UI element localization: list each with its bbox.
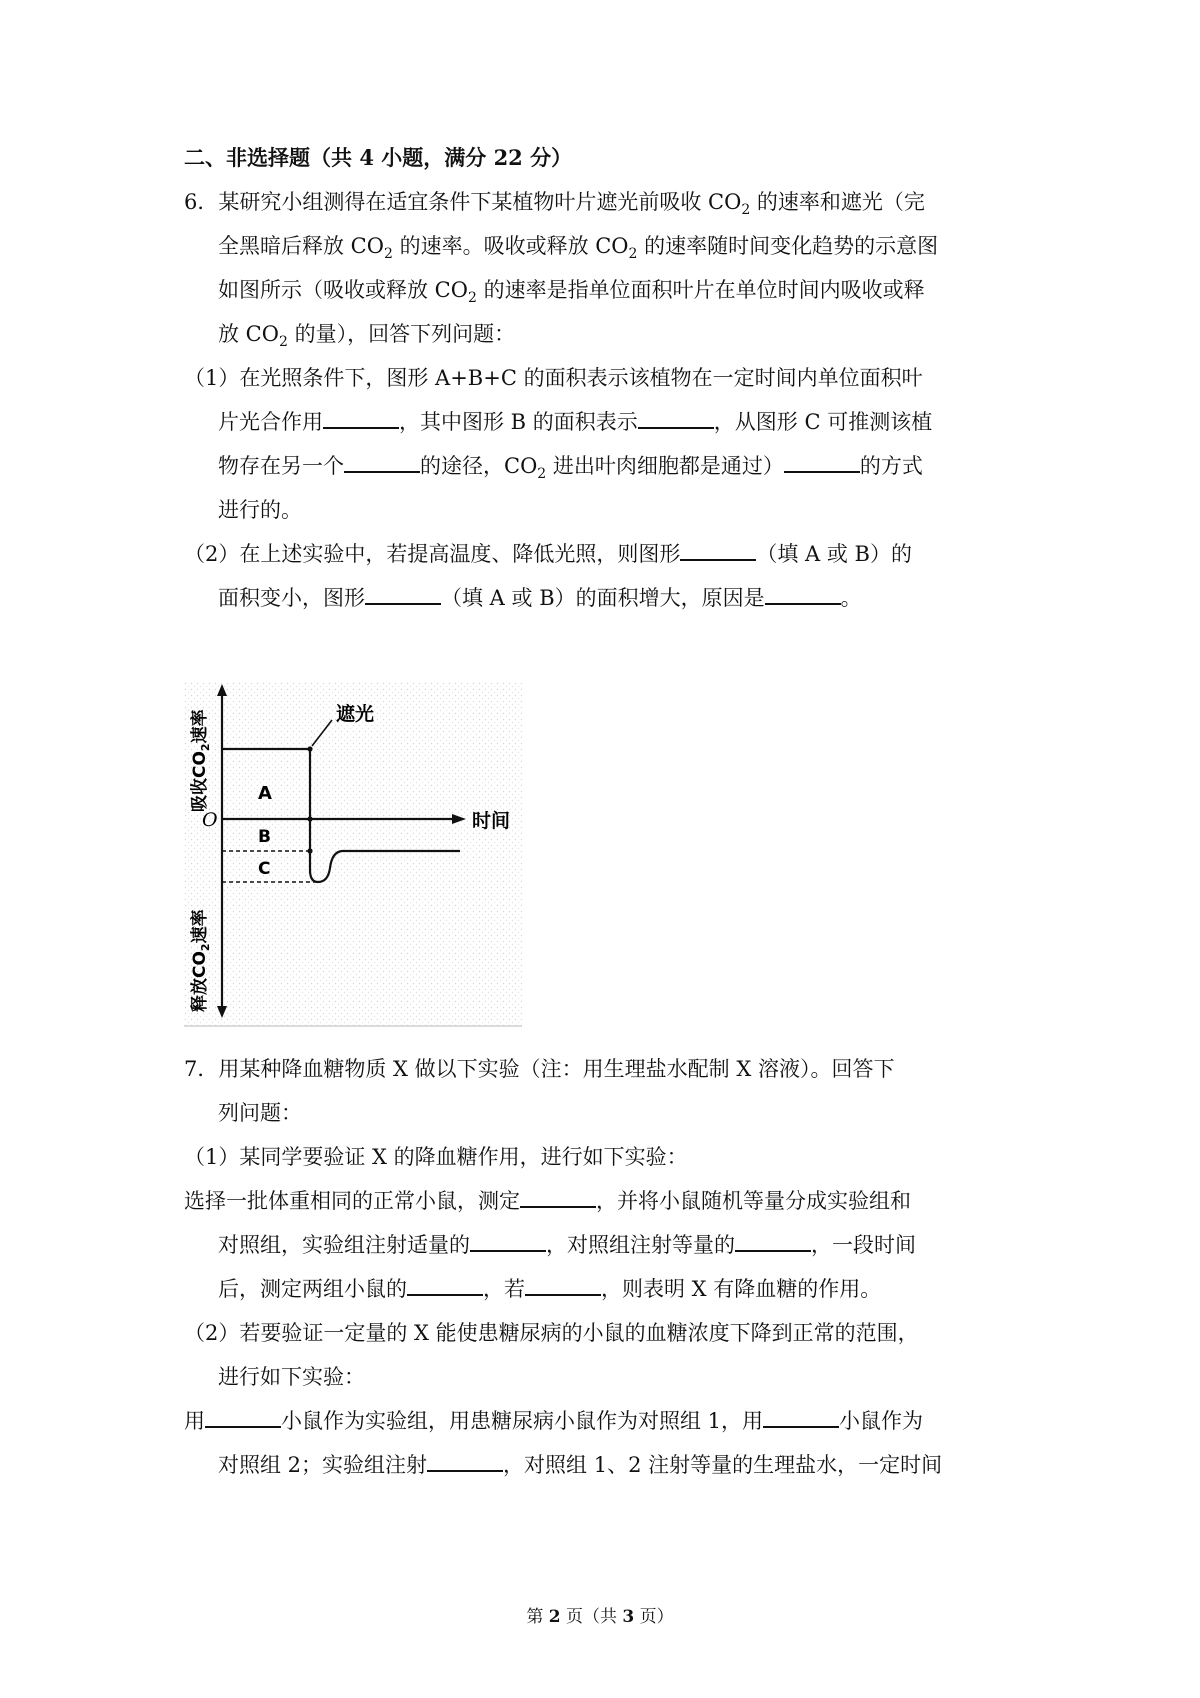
q7-part1-line-2: 选择一批体重相同的正常小鼠，测定 ，并将小鼠随机等量分成实验组和	[184, 1186, 911, 1216]
q7-part2-line-4: 对照组 2；实验组注射 ，对照组 1、2 注射等量的生理盐水，一定时间	[218, 1450, 942, 1480]
answer-blank[interactable]	[205, 1406, 281, 1428]
axis-cross-point	[307, 816, 312, 821]
region-c-label: C	[258, 859, 271, 879]
q6-part1-line-4: 进行的。	[218, 498, 302, 522]
answer-blank[interactable]	[407, 1274, 483, 1296]
answer-blank[interactable]	[427, 1450, 503, 1472]
q6-line-2: 全黑暗后释放 $CO_2$ 的速率。吸收或释放 $CO_2$ 的速率随时间变化趋势的示意图	[218, 234, 939, 262]
answer-blank[interactable]	[323, 407, 399, 429]
answer-blank[interactable]	[638, 407, 714, 429]
shade-point	[307, 746, 312, 751]
q7-part1-line-1: （1）某同学要验证 X 的降血糖作用，进行如下实验：	[184, 1145, 688, 1169]
x-axis-label: 时间	[472, 810, 511, 832]
answer-blank[interactable]	[784, 451, 860, 473]
q7-part2-line-3: 用 小鼠作为实验组，用患糖尿病小鼠作为对照组 1，用 小鼠作为	[184, 1406, 923, 1436]
q7-line-1: 7．用某种降血糖物质 X 做以下实验（注：用生理盐水配制 X 溶液）。回答下	[184, 1057, 895, 1081]
q6-line-1: 6．某研究小组测得在适宜条件下某植物叶片遮光前吸收 $CO_2$ 的速率和遮光（完	[184, 190, 925, 218]
answer-blank[interactable]	[470, 1230, 546, 1252]
q7-line-2: 列问题：	[218, 1101, 302, 1125]
y-top-label	[189, 709, 212, 812]
answer-blank[interactable]	[735, 1230, 811, 1252]
answer-blank[interactable]	[763, 1406, 839, 1428]
region-b-label: B	[258, 827, 271, 847]
page-total: 3	[622, 1607, 635, 1627]
q7-part2-line-1: （2）若要验证一定量的 X 能使患糖尿病的小鼠的血糖浓度下降到正常的范围，	[184, 1321, 919, 1345]
svg-text:吸收CO2速率: 吸收$CO_2$速率	[190, 709, 212, 812]
region-a-label: A	[258, 783, 272, 804]
shade-label: 遮光	[336, 703, 375, 725]
page-number: 2	[548, 1607, 561, 1627]
q6-part2-line-1: （2）在上述实验中，若提高温度、降低光照，则图形 （填 A 或 B）的	[184, 539, 912, 569]
co2-rate-diagram	[184, 682, 522, 1028]
answer-blank[interactable]	[765, 583, 841, 605]
q6-part1-line-3: 物存在另一个 的途径，$CO_2$ 进出叶肉细胞都是通过） 的方式	[218, 451, 923, 484]
y-bottom-label	[189, 909, 212, 1012]
q6-line-4: 放 $CO_2$ 的量），回答下列问题：	[218, 322, 516, 350]
section-header	[184, 143, 572, 173]
co2-rate-figure	[184, 682, 522, 1028]
section-header-mid: 小题，满分	[373, 145, 494, 170]
answer-blank[interactable]	[680, 539, 756, 561]
q6-part1-line-2: 片光合作用 ，其中图形 B 的面积表示 ，从图形 C 可推测该植	[218, 407, 932, 437]
origin-label: O	[202, 809, 218, 831]
question-count: 4	[359, 145, 374, 170]
page-footer: 第 2 页（共 3 页）	[526, 1607, 674, 1627]
q6-part2-line-2: 面积变小，图形 （填 A 或 B）的面积增大，原因是 。	[218, 583, 862, 613]
answer-blank[interactable]	[365, 583, 441, 605]
section-header-prefix: 二、非选择题（共	[184, 145, 360, 170]
q6-part1-line-1: （1）在光照条件下，图形 A+B+C 的面积表示该植物在一定时间内单位面积叶	[184, 366, 923, 390]
q7-part1-line-4: 后，测定两组小鼠的 ，若 ，则表明 X 有降血糖的作用。	[218, 1274, 881, 1304]
q7-part1-line-3: 对照组，实验组注射适量的 ，对照组注射等量的 ，一段时间	[218, 1230, 916, 1260]
q7-part2-line-2: 进行如下实验：	[218, 1365, 365, 1389]
answer-blank[interactable]	[520, 1186, 596, 1208]
section-header-suffix: 分）	[522, 145, 573, 170]
answer-blank[interactable]	[344, 451, 420, 473]
svg-text:释放CO2速率: 释放$CO_2$速率	[190, 909, 212, 1012]
answer-blank[interactable]	[525, 1274, 601, 1296]
q6-line-3: 如图所示（吸收或释放 $CO_2$ 的速率是指单位面积叶片在单位时间内吸收或释	[218, 278, 925, 306]
figure-background	[184, 682, 522, 1028]
total-score: 22	[493, 145, 523, 170]
